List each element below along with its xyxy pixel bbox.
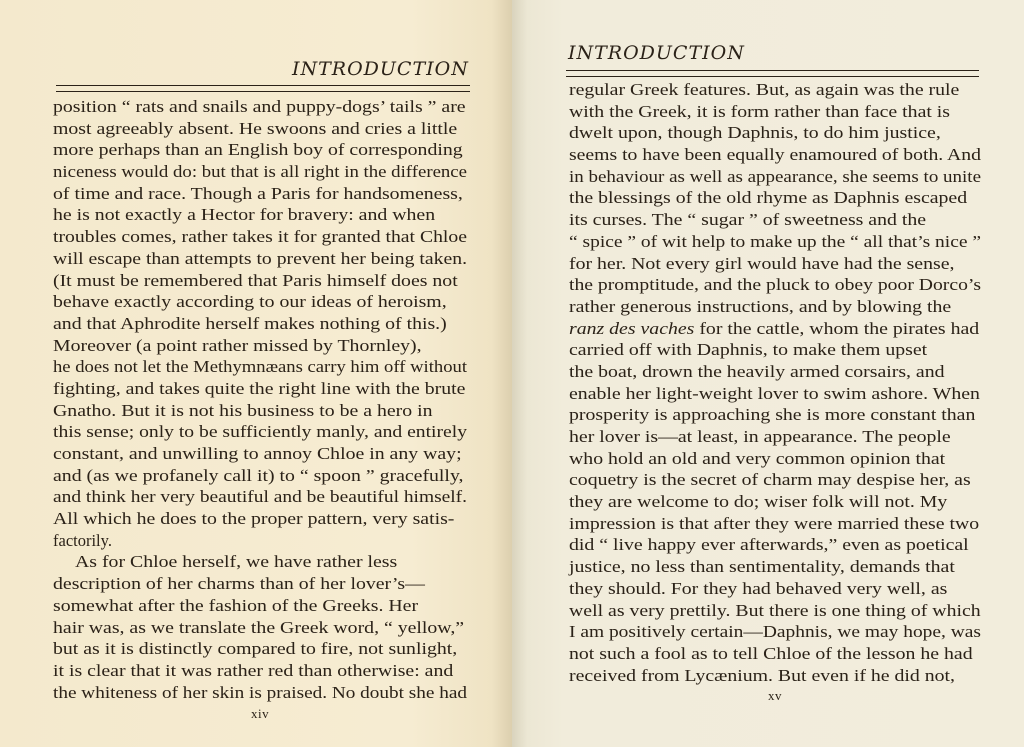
text-line-content: (It must be remembered that Paris himself does not (53, 270, 458, 290)
text-line (569, 578, 981, 600)
text-line-content: Gnatho. But it is not his business to be a hero in (53, 400, 433, 420)
text-line (53, 161, 467, 183)
text-line-content: I am positively certain—Daphnis, we may hope, was (569, 622, 981, 642)
text-line-content: its curses. The “ sugar ” of sweetness and the (569, 210, 927, 230)
text-line (53, 356, 467, 378)
text-line (569, 122, 981, 144)
text-line-content: the boat, drown the heavily armed corsairs, and (569, 361, 945, 381)
text-line (53, 270, 467, 292)
text-line (569, 318, 981, 340)
text-line-content: they are welcome to do; wiser folk will not. My (569, 492, 948, 512)
text-line (53, 183, 467, 205)
text-line-content: who hold an old and very common opinion that (569, 448, 946, 468)
italic-phrase: ranz des vaches (569, 318, 695, 338)
text-line-content: impression is that after they were married these two (569, 513, 980, 533)
text-line (569, 187, 981, 209)
text-line (53, 421, 467, 443)
text-line-content: the whiteness of her skin is praised. No doubt she had (53, 682, 467, 702)
text-line (53, 96, 467, 118)
text-line (569, 404, 981, 426)
text-line-content: they should. For they had behaved very well, as (569, 578, 948, 598)
text-line (53, 248, 467, 270)
text-line (569, 556, 981, 578)
text-line-content: her lover is—at least, in appearance. The people (569, 427, 951, 446)
text-line (53, 378, 467, 400)
text-line-content: dwelt upon, though Daphnis, to do him justice, (569, 123, 941, 143)
text-line-content: he does not let the Methymnæans carry him off without (53, 357, 467, 377)
left-page-body (53, 96, 467, 703)
text-line (53, 118, 467, 140)
text-line (569, 534, 981, 556)
right-running-head: INTRODUCTION (568, 42, 745, 64)
left-head-rule (56, 85, 470, 92)
text-line (569, 166, 981, 188)
text-line-content: well as very prettily. But there is one thing of which (569, 600, 981, 620)
text-line-content: in behaviour as well as appearance, she seems to unite (569, 166, 981, 186)
text-line-content: All which he does to the proper pattern, very satis- (53, 509, 455, 529)
text-line-content (569, 318, 979, 340)
text-line (53, 573, 467, 595)
text-line (53, 400, 467, 422)
text-line (53, 443, 467, 465)
text-line-content: and (as we profanely call it) to “ spoon ” gracefully, (53, 465, 464, 485)
text-line (53, 638, 467, 660)
text-line-content: most agreeably absent. He swoons and cries a little (53, 118, 458, 138)
text-line (53, 291, 467, 313)
text-line (569, 469, 981, 491)
right-page (512, 0, 1024, 747)
text-line-content: it is clear that it was rather red than otherwise: and (53, 660, 454, 680)
text-line-content: more perhaps than an English boy of corresponding (53, 140, 463, 160)
text-line (53, 313, 467, 335)
text-line (569, 253, 981, 275)
text-line-content: regular Greek features. But, as again was the rule (569, 80, 960, 99)
text-line-content: justice, no less than sentimentality, demands that (569, 557, 955, 577)
text-line-content: constant, and unwilling to annoy Chloe in any way; (53, 444, 462, 463)
text-line (53, 530, 467, 552)
text-line (53, 465, 467, 487)
right-page-body (569, 79, 981, 686)
text-line-content: did “ live happy ever afterwards,” even as poetical (569, 535, 969, 555)
text-line (53, 617, 467, 639)
text-line-content: “ spice ” of wit help to make up the “ all that’s nice ” (569, 231, 981, 251)
text-line-content: of time and race. Though a Paris for handsomeness, (53, 183, 463, 203)
text-line (569, 643, 981, 665)
text-line (53, 226, 467, 248)
text-line (53, 486, 467, 508)
text-line (569, 491, 981, 513)
text-line-rest: for the cattle, whom the pirates had (699, 318, 980, 338)
text-line-content: received from Lycænium. But even if he did not, (569, 665, 956, 685)
left-page-number: xiv (251, 706, 270, 721)
text-line-content: description of her charms than of her lover’s— (53, 574, 425, 594)
text-line (569, 101, 981, 123)
text-line-content: rather generous instructions, and by blowing the (569, 296, 952, 316)
text-line (53, 204, 467, 226)
text-line-content: position “ rats and snails and puppy-dogs’ tails ” are (53, 97, 466, 116)
text-line-content: troubles comes, rather takes it for granted that Chloe (53, 227, 467, 247)
right-head-rule (566, 70, 979, 77)
text-line (569, 231, 981, 253)
text-line (53, 139, 467, 161)
text-line (569, 79, 981, 101)
text-line-content: the blessings of the old rhyme as Daphnis escaped (569, 188, 968, 208)
text-line-content: with the Greek, it is form rather than face that is (569, 101, 951, 121)
text-line-content: niceness would do: but that is all right in the difference (53, 162, 467, 182)
text-line (569, 621, 981, 643)
text-line (569, 361, 981, 383)
text-line (569, 339, 981, 361)
text-line-content: Moreover (a point rather missed by Thornley), (53, 335, 422, 355)
text-line-content: for her. Not every girl would have had the sense, (569, 253, 955, 273)
text-line-content: will escape than attempts to prevent her being taken. (53, 248, 467, 268)
text-line (569, 209, 981, 231)
text-line (569, 274, 981, 296)
text-line (569, 296, 981, 318)
text-line (569, 665, 981, 687)
text-line-content: seems to have been equally enamoured of both. And (569, 145, 981, 165)
text-line-content: the promptitude, and the pluck to obey poor Dorco’s (569, 275, 981, 295)
text-line (53, 595, 467, 617)
right-page-number: xv (768, 688, 782, 703)
text-line-content: behave exactly according to our ideas of heroism, (53, 292, 447, 312)
text-line (53, 660, 467, 682)
text-line (569, 426, 981, 448)
text-line-content: and that Aphrodite herself makes nothing of this.) (53, 313, 447, 333)
text-line-content: he is not exactly a Hector for bravery: and when (53, 205, 436, 225)
text-line (569, 448, 981, 470)
text-line-content: hair was, as we translate the Greek word, “ yellow,” (53, 617, 465, 637)
text-line-content: fighting, and takes quite the right line with the brute (53, 378, 466, 398)
text-line (53, 682, 467, 704)
text-line (53, 508, 467, 530)
text-line-content: carried off with Daphnis, to make them upset (569, 340, 928, 360)
text-line-content: As for Chloe herself, we have rather less (75, 552, 398, 572)
left-running-head: INTRODUCTION (292, 58, 469, 80)
text-line (569, 144, 981, 166)
text-line (53, 551, 467, 573)
text-line-content: and think her very beautiful and be beautiful himself. (53, 487, 467, 507)
text-line-content: this sense; only to be sufficiently manly, and entirely (53, 422, 467, 442)
text-line-content: factorily. (53, 530, 112, 550)
text-line-content: somewhat after the fashion of the Greeks. Her (53, 595, 419, 615)
text-line (569, 600, 981, 622)
text-line-content: not such a fool as to tell Chloe of the lesson he had (569, 643, 973, 663)
text-line (569, 513, 981, 535)
text-line-content: but as it is distinctly compared to fire, not sunlight, (53, 639, 458, 659)
text-line (53, 335, 467, 357)
text-line-content: coquetry is the secret of charm may despise her, as (569, 470, 971, 490)
text-line-content: enable her light-weight lover to swim ashore. When (569, 383, 980, 403)
text-line (569, 383, 981, 405)
text-line-content: prosperity is approaching she is more constant than (569, 405, 976, 425)
